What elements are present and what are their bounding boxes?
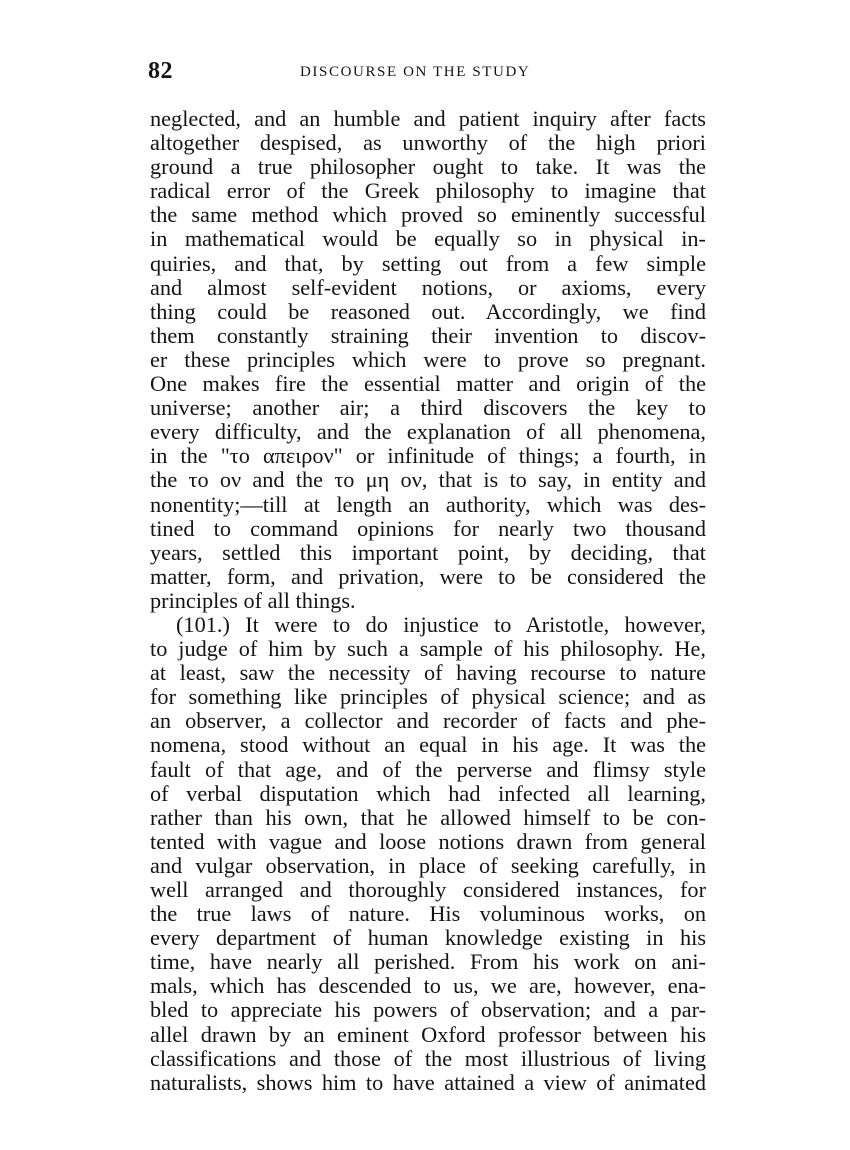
body-text: [150, 107, 706, 1095]
running-head: [148, 58, 708, 88]
text-line: quiries, and that, by setting out from a few simple: [150, 251, 706, 276]
text-line: well arranged and thoroughly considered instances, for: [150, 878, 706, 902]
text-line: altogether despised, as unworthy of the high priori: [150, 131, 706, 156]
text-line: them constantly straining their invention to discov-: [150, 323, 706, 348]
text-line: at least, saw the necessity of having recourse to nature: [150, 661, 706, 686]
text-line: nomena, stood without an equal in his age. It was the: [150, 733, 706, 758]
text-line: fault of that age, and of the perverse and flimsy style: [150, 757, 706, 782]
text-line: nonentity;—till at length an authority, which was des-: [150, 492, 706, 517]
text-line: every difficulty, and the explanation of all phenomena,: [150, 420, 706, 445]
text-line: tented with vague and loose notions drawn from general: [150, 829, 706, 854]
text-line: to judge of him by such a sample of his philosophy. He,: [150, 637, 706, 662]
paragraph-start-line: (101.) It were to do injustice to Aristotle, however,: [176, 612, 706, 637]
text-line: in mathematical would be equally so in physical in-: [150, 227, 706, 252]
text-line: principles of all things.: [150, 588, 356, 613]
text-line: thing could be reasoned out. Accordingly, we find: [150, 299, 706, 324]
text-line: bled to appreciate his powers of observation; and a par-: [150, 998, 706, 1023]
page-number: 82: [148, 58, 173, 84]
text-line: allel drawn by an eminent Oxford professor between his: [150, 1022, 706, 1047]
text-line: the το ον and the το μη ον, that is to say, in entity and: [150, 468, 706, 493]
text-line: mals, which has descended to us, we are, however, ena-: [150, 974, 706, 999]
text-line: tined to command opinions for nearly two thousand: [150, 516, 706, 541]
text-line: in the "το απειρον" or infinitude of things; a fourth, in: [150, 444, 706, 469]
text-line: ground a true philosopher ought to take. It was the: [150, 155, 706, 180]
text-line: time, have nearly all perished. From his work on ani-: [150, 950, 706, 975]
text-line: neglected, and an humble and patient inquiry after facts: [150, 107, 706, 131]
text-line: for something like principles of physical science; and as: [150, 685, 706, 710]
text-line: every department of human knowledge existing in his: [150, 926, 706, 951]
text-line: classifications and those of the most illustrious of living: [150, 1046, 706, 1071]
text-line: rather than his own, that he allowed himself to be con-: [150, 805, 706, 830]
text-line: of verbal disputation which had infected all learning,: [150, 781, 706, 806]
text-line: er these principles which were to prove so pregnant.: [150, 347, 706, 372]
text-line: and almost self-evident notions, or axioms, every: [150, 275, 706, 300]
text-line: universe; another air; a third discovers the key to: [150, 396, 706, 421]
text-line: the same method which proved so eminently successful: [150, 203, 706, 228]
text-line: matter, form, and privation, were to be considered the: [150, 564, 706, 589]
text-line: radical error of the Greek philosophy to imagine that: [150, 179, 706, 204]
text-line: an observer, a collector and recorder of facts and phe-: [150, 709, 706, 734]
text-line: naturalists, shows him to have attained a view of animated: [150, 1070, 706, 1095]
text-line: and vulgar observation, in place of seeking carefully, in: [150, 853, 706, 878]
running-title: DISCOURSE ON THE STUDY: [300, 64, 531, 80]
text-line: years, settled this important point, by deciding, that: [150, 540, 706, 565]
text-line: the true laws of nature. His voluminous works, on: [150, 902, 706, 927]
text-line: One makes fire the essential matter and origin of the: [150, 372, 706, 397]
